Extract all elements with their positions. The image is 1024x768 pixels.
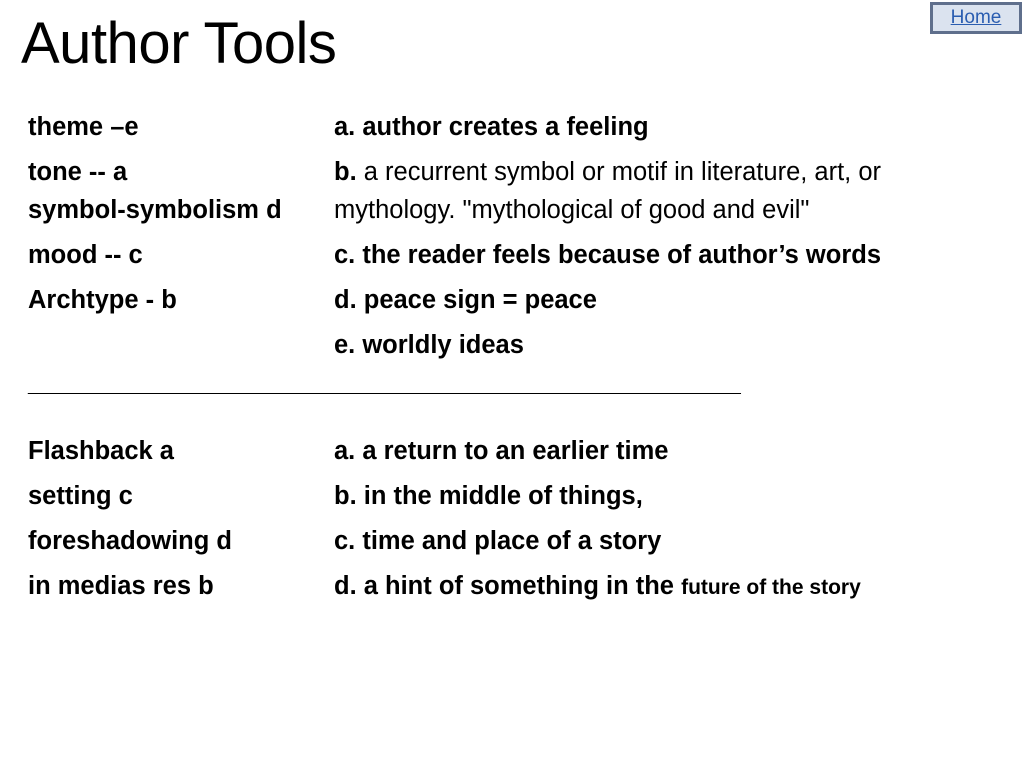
divider: ______________________________________________________ (28, 369, 740, 397)
definition-text: c. the reader feels because of author’s words (334, 241, 882, 269)
definition-cell (334, 108, 1008, 146)
matching-row (28, 153, 1008, 229)
definition-text: b. in the middle of things, (334, 482, 643, 510)
term-text: Archtype - b (28, 286, 177, 314)
matching-row (28, 567, 1008, 607)
definition-cell (334, 153, 1008, 229)
term-cell (28, 326, 334, 364)
definition-cell (334, 281, 1008, 319)
page-title: Author Tools (21, 11, 337, 76)
matching-row (28, 432, 1008, 470)
definition-cell (334, 522, 1008, 560)
matching-row (28, 281, 1008, 319)
definition-text: d. peace sign = peace (334, 286, 597, 314)
term-text: tone -- a (28, 158, 128, 186)
definition-text: a. author creates a feeling (334, 113, 649, 141)
term-text: in medias res b (28, 572, 214, 600)
term-cell (28, 281, 334, 319)
term-text: Flashback a (28, 437, 174, 465)
matching-row (28, 477, 1008, 515)
definition-cell (334, 326, 1008, 364)
term-cell (28, 108, 334, 146)
term-cell (28, 567, 334, 607)
term-text: setting c (28, 482, 133, 510)
definition-text: e. worldly ideas (334, 331, 524, 359)
definition-letter: b. (334, 158, 357, 186)
term-cell (28, 236, 334, 274)
definition-text: a recurrent symbol or motif in literature, art, or mythology. "mythological of good and evil" (334, 158, 882, 224)
definition-text: d. a hint of something in the (334, 572, 682, 600)
definition-cell (334, 432, 1008, 470)
term-cell (28, 432, 334, 470)
definition-cell (334, 236, 1008, 274)
definition-text: c. time and place of a story (334, 527, 662, 555)
term-cell (28, 522, 334, 560)
term-text: foreshadowing d (28, 527, 232, 555)
definition-cell (334, 477, 1008, 515)
definition-text: a. a return to an earlier time (334, 437, 669, 465)
term-cell (28, 153, 334, 229)
home-button[interactable] (930, 2, 1022, 34)
term-text (28, 326, 334, 364)
matching-row (28, 108, 1008, 146)
matching-content (28, 108, 1008, 614)
term-text: symbol-symbolism d (28, 196, 282, 224)
term-text: theme –e (28, 113, 139, 141)
matching-row (28, 522, 1008, 560)
term-text: mood -- c (28, 241, 143, 269)
matching-row (28, 236, 1008, 274)
term-cell (28, 477, 334, 515)
definition-text-small: future of the story (681, 576, 861, 599)
definition-cell (334, 567, 1008, 607)
matching-row (28, 326, 1008, 364)
home-link[interactable]: Home (950, 7, 1002, 28)
